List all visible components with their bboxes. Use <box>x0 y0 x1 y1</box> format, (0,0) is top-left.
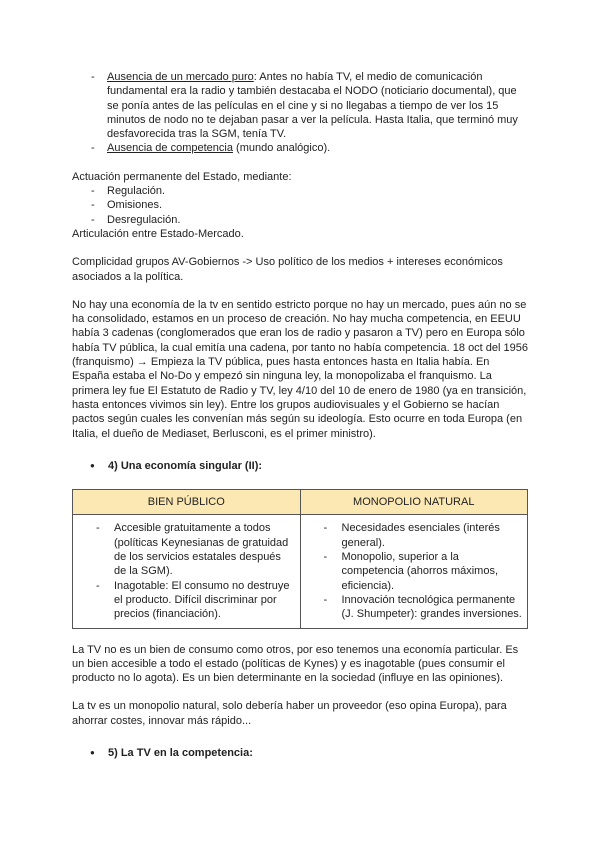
list-item-text: (mundo analógico). <box>232 142 331 155</box>
document-page <box>72 70 528 760</box>
comparison-table <box>72 489 528 628</box>
list-item-mercado <box>72 70 528 141</box>
actuacion-title: Actuación permanente del Estado, mediante: <box>72 170 292 183</box>
underlined-term: Ausencia de competencia <box>107 142 233 155</box>
list-item: - Desregulación. <box>72 213 528 227</box>
table-cell-bien-publico <box>73 515 301 628</box>
list-item: - Regulación. <box>72 184 528 198</box>
tv-paragraph-2: La tv es un monopolio natural, solo debería haber un proveedor (eso opina Europa), para ahorrar costes, innovar más rápido... <box>72 700 507 727</box>
list-item: - Monopolio, superior a la competencia (ahorros máximos, eficiencia). <box>305 550 524 593</box>
actuacion-list <box>72 184 528 227</box>
economia-paragraph: No hay una economía de la tv en sentido estricto porque no hay un mercado, pues aún no se ha consolidado, estamos en un proceso de creación. No hay mucha competencia, en EEUU había 3 cadenas (conglomerados que eran los de radio y pasaron a TV) pero en Europa sólo había TV pública, la cual emitía una cadena, por tanto no había competencia. 18 oct del 1956 (franquismo) → Empieza la TV pública, pues hasta entonces hasta en Italia había. En España estaba el No-Do y empezó sin ninguna ley, la monopolizaba el franquismo. La primera ley fue El Estatuto de Radio y TV, ley 4/10 del 10 de enero de 1980 (ya en transición, hasta entonces vivimos sin ley). Entre los grupos audiovisuales y el Gobierno se hacían pactos según cuales les convenían más según su ideología. Esto ocurre en toda Europa (en Italia, el dueño de Mediaset, Berlusconi, es el primer ministro). <box>72 298 529 440</box>
list-item-competencia <box>72 141 528 155</box>
complicidad-paragraph: Complicidad grupos AV-Gobiernos -> Uso político de los medios + intereses económicos asociados a la política. <box>72 256 503 283</box>
list-item: - Inagotable: El consumo no destruye el producto. Difícil discriminar por precios (financiación). <box>77 579 296 622</box>
articulacion-text: Articulación entre Estado-Mercado. <box>72 227 244 240</box>
section-heading-5: ● 5) La TV en la competencia: <box>72 746 528 760</box>
table-header-bien-publico: BIEN PÚBLICO <box>73 490 301 515</box>
list-item: - Necesidades esenciales (interés general). <box>305 521 524 550</box>
table-header-monopolio: MONOPOLIO NATURAL <box>300 490 528 515</box>
tv-paragraph-1: La TV no es un bien de consumo como otros, por eso tenemos una economía particular. Es un bien accesible a todo el estado (políticas de Kynes) y es inagotable (pues consumir el producto no lo agota). Es un bien determinante en la sociedad (influye en las opiniones). <box>72 643 519 685</box>
list-item: - Accesible gratuitamente a todos (políticas Keynesianas de gratuidad de los servicios estatales después de la SGM). <box>77 521 296 578</box>
list-item-text: : Antes no había TV, el medio de comunicación fundamental era la radio y también destacaba el NODO (noticiario documental), que se ponía antes de las películas en el cine y si no llegabas a tiempo de ver los 15 minutos de nodo no te dejaban pasar a ver la película. Hasta Italia, que terminó muy desfavorecida tras la SGM, tenía TV. <box>107 71 518 141</box>
section-heading-4: ● 4) Una economía singular (II): <box>72 459 528 473</box>
underlined-term: Ausencia de un mercado puro <box>107 71 254 83</box>
market-list <box>72 70 528 156</box>
list-item: - Innovación tecnológica permanente (J. Shumpeter): grandes inversiones. <box>305 593 524 622</box>
list-item: - Omisiones. <box>72 198 528 212</box>
table-cell-monopolio <box>300 515 528 628</box>
